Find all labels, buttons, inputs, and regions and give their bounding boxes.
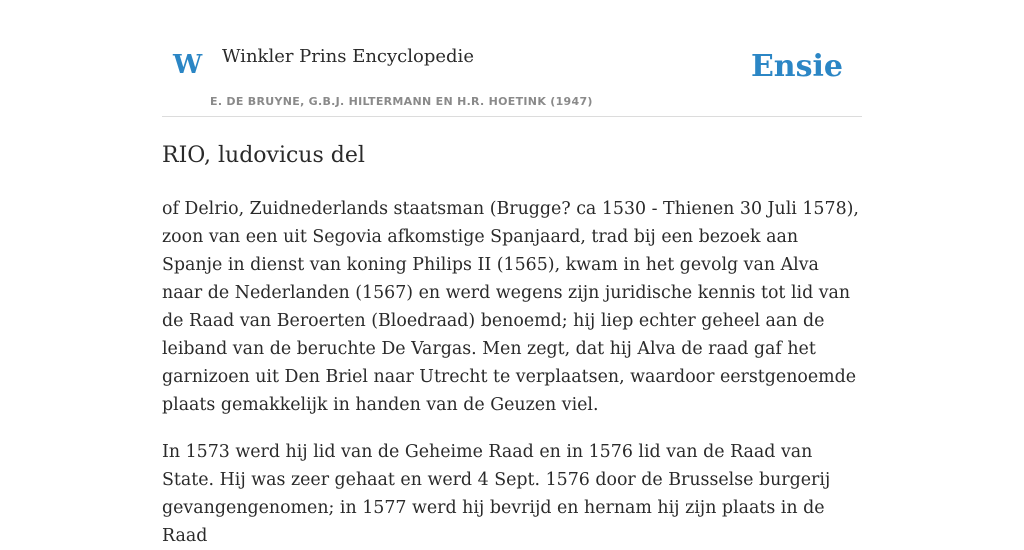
entry-paragraph-1: of Delrio, Zuidnederlands staatsman (Brugge? ca 1530 - Thienen 30 Juli 1578), zoon van een uit Segovia afkomstige Spanjaard, trad bij een bezoek aan Spanje in dienst van koning Philips II (1565), kwam in het gevolg van Alva naar de Nederlanden (1567) en werd wegens zijn juridische kennis tot lid van de Raad van Beroerten (Bloedraad) benoemd; hij liep echter geheel aan de leiband van de beruchte De Vargas. Men zegt, dat hij Alva de raad gaf het garnizoen uit Den Briel naar Utrecht te verplaatsen, waardoor eerstgenoemde plaats gemakkelijk in handen van de Geuzen viel. xyxy=(162,199,859,415)
entry-paragraph-2: In 1573 werd hij lid van de Geheime Raad en in 1576 lid van de Raad van State. Hij was zeer gehaat en werd 4 Sept. 1576 door de Brusselse burgerij gevangengenomen; in 1577 werd hij bevrijd en hernam hij zijn plaats in de Raad xyxy=(162,442,831,546)
article-page xyxy=(162,0,862,550)
source-logo-icon[interactable]: W xyxy=(173,50,203,80)
ensie-logo[interactable]: Ensie xyxy=(750,49,843,84)
source-header xyxy=(162,0,862,117)
source-title[interactable]: Winkler Prins Encyclopedie xyxy=(222,46,474,67)
source-authors: E. DE BRUYNE, G.B.J. HILTERMANN EN H.R. HOETINK (1947) xyxy=(210,95,593,108)
entry-title: RIO, ludovicus del xyxy=(162,143,365,168)
